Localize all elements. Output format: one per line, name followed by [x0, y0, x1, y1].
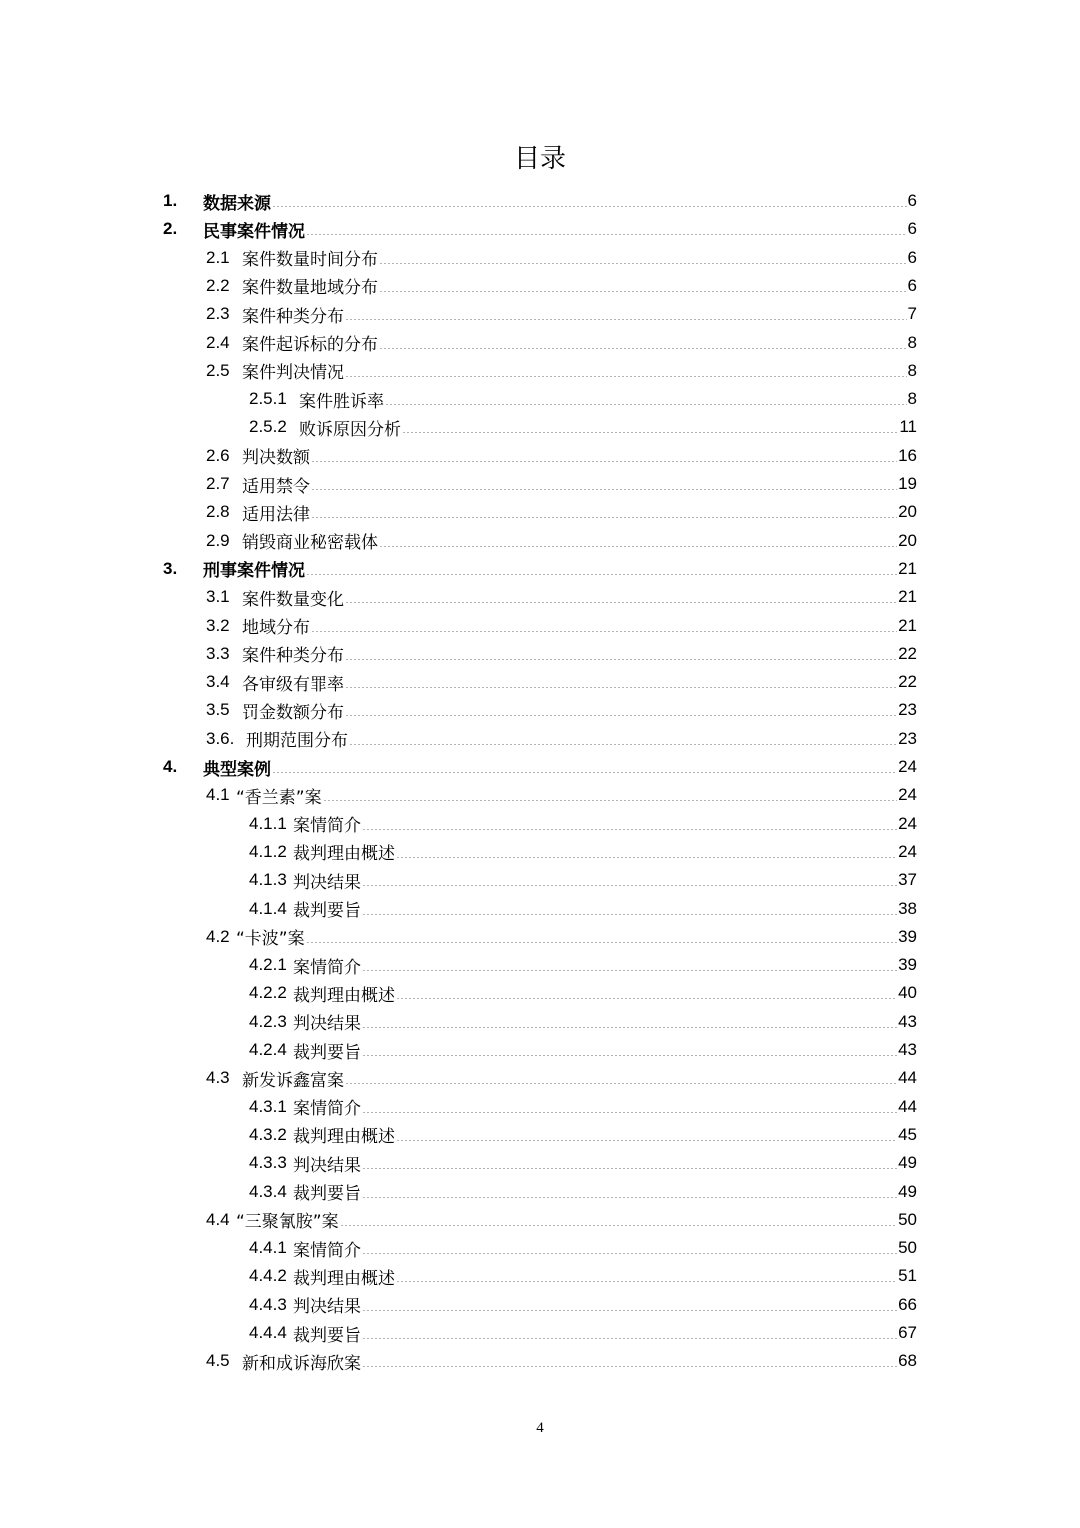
toc-entry[interactable]: [0, 923, 1080, 951]
toc-entry-page: 44: [898, 1068, 917, 1088]
toc-entry-page: 24: [898, 813, 917, 833]
toc-entry-page: 6: [907, 219, 917, 239]
page-title: 目录: [513, 144, 566, 174]
toc-entry[interactable]: [0, 470, 1080, 498]
toc-dot-leader: [323, 800, 897, 801]
toc-entry-page: 19: [898, 474, 917, 493]
toc-entry-title: 适用法律: [242, 504, 310, 525]
toc-entry-number: 2.2: [206, 275, 230, 295]
toc-entry-page: 49: [898, 1153, 917, 1173]
toc-entry-number: 4.3.1: [249, 1096, 287, 1116]
toc-entry-title: 裁判理由概述: [293, 985, 395, 1006]
toc-dot-leader: [379, 546, 897, 547]
toc-dot-leader: [362, 970, 897, 971]
toc-entry-title: 案件胜诉率: [299, 391, 384, 412]
toc-entry-page: 22: [898, 643, 917, 663]
toc-entry-page: 6: [907, 247, 917, 267]
toc-dot-leader: [345, 376, 907, 377]
toc-entry-page: 8: [907, 360, 917, 380]
toc-entry-number: 4.1.4: [249, 898, 287, 918]
toc-entry[interactable]: [0, 1093, 1080, 1121]
toc-entry-number: 4.3.3: [249, 1153, 287, 1173]
toc-entry-title: 判决结果: [293, 1155, 361, 1176]
toc-entry[interactable]: [0, 244, 1080, 272]
toc-entry-title: 裁判理由概述: [293, 1127, 395, 1148]
toc-entry-page: 23: [898, 700, 917, 720]
toc-entry[interactable]: [0, 442, 1080, 470]
toc-entry-title: 败诉原因分析: [299, 419, 401, 440]
toc-entry[interactable]: [0, 1319, 1080, 1347]
toc-entry-number: 3.2: [206, 615, 230, 635]
toc-dot-leader: [362, 1366, 897, 1367]
toc-entry-title: 案件数量地域分布: [242, 278, 378, 299]
toc-entry-page: 67: [898, 1323, 917, 1342]
toc-entry-title: 案件数量变化: [242, 589, 344, 610]
toc-entry-number: 3.4: [206, 672, 230, 692]
toc-entry-title: 罚金数额分布: [242, 702, 344, 723]
toc-entry-title: 裁判要旨: [293, 1184, 361, 1204]
toc-entry-page: 45: [898, 1124, 917, 1144]
toc-dot-leader: [362, 885, 897, 886]
toc-entry-page: 43: [898, 1040, 917, 1059]
toc-dot-leader: [396, 1140, 897, 1141]
toc-entry-title: 裁判理由概述: [293, 1268, 395, 1289]
toc-entry-number: 4.4.1: [249, 1238, 287, 1258]
toc-entry[interactable]: [0, 895, 1080, 923]
toc-entry-page: 11: [899, 417, 917, 437]
toc-entry-title: 民事案件情况: [203, 221, 305, 242]
toc-entry-number: 4.3: [206, 1068, 230, 1088]
toc-entry-number: 3.3: [206, 643, 230, 663]
toc-dot-leader: [311, 461, 897, 462]
toc-entry-title: 判决结果: [293, 1014, 361, 1035]
toc-entry-number: 3.6.: [206, 728, 235, 748]
toc-entry-number: 2.8: [206, 502, 230, 522]
toc-entry[interactable]: [0, 696, 1080, 724]
toc-entry[interactable]: [0, 810, 1080, 838]
toc-entry-number: 4.5: [206, 1351, 230, 1371]
toc-entry-title: 新发诉鑫富案: [242, 1070, 344, 1091]
toc-entry-page: 24: [898, 757, 917, 776]
toc-dot-leader: [396, 1281, 897, 1282]
toc-entry-page: 44: [898, 1096, 917, 1116]
toc-entry-number: 4.4: [206, 1209, 230, 1229]
toc-entry-number: 4.2: [206, 926, 230, 946]
toc-dot-leader: [362, 1168, 897, 1169]
toc-entry-page: 6: [907, 191, 917, 210]
toc-entry-number: 4.3.4: [249, 1181, 287, 1201]
toc-dot-leader: [362, 1112, 897, 1113]
toc-entry-title: 刑期范围分布: [246, 731, 348, 752]
toc-entry-number: 4.1.3: [249, 870, 287, 890]
toc-entry[interactable]: [0, 1036, 1080, 1064]
toc-dot-leader: [272, 772, 897, 773]
toc-entry[interactable]: [0, 725, 1080, 753]
toc-entry-number: 4.1.2: [249, 841, 287, 861]
toc-dot-leader: [396, 857, 897, 858]
toc-dot-leader: [311, 631, 897, 632]
toc-entry-title: 新和成诉海欣案: [242, 1353, 361, 1374]
toc-entry-page: 39: [898, 955, 917, 975]
toc-entry-title: 裁判要旨: [293, 1325, 361, 1346]
toc-dot-leader: [306, 234, 907, 235]
page-number: 4: [536, 1420, 544, 1436]
toc-entry-title: “香兰素”案: [236, 787, 322, 808]
toc-entry[interactable]: [0, 357, 1080, 385]
toc-entry-number: 4.1: [206, 785, 230, 805]
toc-entry-page: 21: [898, 587, 917, 607]
toc-entry-page: 21: [898, 615, 917, 635]
toc-entry-title: 案情简介: [293, 957, 361, 978]
toc-entry-number: 4.2.2: [249, 983, 287, 1003]
toc-entry-page: 8: [907, 389, 917, 409]
toc-entry[interactable]: [0, 1008, 1080, 1036]
toc-entry-number: 4.3.2: [249, 1124, 287, 1144]
toc-entry-title: “卡波”案: [236, 929, 305, 950]
toc-entry[interactable]: [0, 583, 1080, 611]
toc-entry[interactable]: [0, 1262, 1080, 1290]
toc-entry-number: 4.2.1: [249, 955, 287, 975]
toc-entry[interactable]: [0, 781, 1080, 809]
toc-dot-leader: [345, 659, 897, 660]
toc-entry-number: 3.1: [206, 587, 230, 607]
toc-dot-leader: [345, 319, 907, 320]
toc-entry-page: 21: [898, 558, 917, 578]
toc-entry-page: 51: [898, 1266, 917, 1286]
toc-dot-leader: [362, 829, 897, 830]
toc-entry-page: 7: [907, 304, 917, 324]
toc-entry[interactable]: [0, 1178, 1080, 1206]
toc-entry-title: 案件种类分布: [242, 646, 344, 667]
toc-entry-title: 案件判决情况: [242, 363, 344, 384]
toc-entry-title: 判决数额: [242, 448, 310, 469]
toc-entry[interactable]: [0, 1234, 1080, 1262]
toc-entry[interactable]: [0, 1347, 1080, 1375]
toc-entry[interactable]: [0, 1121, 1080, 1149]
toc-entry-page: 24: [898, 841, 917, 861]
toc-entry-number: 2.9: [206, 530, 230, 550]
toc-entry-title: 销毁商业秘密载体: [242, 533, 378, 554]
toc-dot-leader: [362, 1027, 897, 1028]
toc-entry[interactable]: [0, 866, 1080, 894]
toc-entry-title: 案情简介: [293, 1099, 361, 1120]
toc-entry-number: 4.: [163, 757, 178, 776]
toc-entry-title: 案件起诉标的分布: [242, 335, 378, 355]
toc-entry-number: 3.5: [206, 700, 230, 720]
toc-entry-title: 各审级有罪率: [242, 674, 344, 695]
toc-dot-leader: [362, 914, 897, 915]
toc-entry-title: 刑事案件情况: [203, 561, 305, 582]
toc-entry[interactable]: [0, 215, 1080, 243]
toc-dot-leader: [362, 1338, 897, 1339]
toc-entry[interactable]: [0, 555, 1080, 583]
toc-entry-number: 2.6: [206, 445, 230, 465]
toc-entry-title: 裁判要旨: [293, 901, 361, 921]
toc-dot-leader: [311, 517, 897, 518]
toc-entry-page: 20: [898, 502, 917, 522]
toc-dot-leader: [306, 942, 897, 943]
toc-entry-title: 裁判理由概述: [293, 844, 395, 865]
toc-entry-page: 50: [898, 1238, 917, 1258]
toc-entry[interactable]: [0, 1064, 1080, 1092]
toc-entry[interactable]: [0, 838, 1080, 866]
toc-entry-number: 2.4: [206, 332, 230, 352]
toc-entry-page: 6: [907, 275, 917, 295]
toc-entry-title: 典型案例: [203, 759, 271, 780]
toc-dot-leader: [362, 1310, 897, 1311]
toc-entry-title: 数据来源: [203, 193, 271, 214]
toc-entry[interactable]: [0, 1291, 1080, 1319]
toc-entry-page: 23: [898, 728, 917, 748]
toc-entry-page: 37: [898, 870, 917, 890]
toc-entry-page: 24: [898, 785, 917, 805]
toc-entry-page: 38: [898, 898, 917, 918]
toc-entry[interactable]: [0, 668, 1080, 696]
toc-entry[interactable]: [0, 640, 1080, 668]
toc-entry-page: 22: [898, 672, 917, 692]
toc-dot-leader: [402, 432, 898, 433]
toc-entry-number: 2.7: [206, 474, 230, 493]
toc-entry-title: 案情简介: [293, 816, 361, 837]
toc-dot-leader: [345, 602, 897, 603]
toc-entry-page: 68: [898, 1351, 917, 1371]
toc-entry-page: 49: [898, 1181, 917, 1201]
toc-entry[interactable]: [0, 951, 1080, 979]
toc-entry-title: 案件种类分布: [242, 306, 344, 327]
toc-entry-title: “三聚氰胺”案: [236, 1212, 339, 1233]
toc-dot-leader: [306, 574, 897, 575]
toc-entry[interactable]: [0, 385, 1080, 413]
toc-entry-page: 8: [907, 332, 917, 352]
toc-entry-page: 20: [898, 530, 917, 550]
toc-entry-title: 判决结果: [293, 1297, 361, 1318]
toc-entry[interactable]: [0, 413, 1080, 441]
toc-dot-leader: [345, 687, 897, 688]
toc-entry-number: 3.: [163, 558, 178, 578]
toc-dot-leader: [311, 489, 897, 490]
toc-entry-number: 4.4.4: [249, 1323, 287, 1342]
toc-entry-number: 4.1.1: [249, 813, 287, 833]
toc-entry-page: 50: [898, 1209, 917, 1229]
toc-entry-number: 2.3: [206, 304, 230, 324]
toc-entry-number: 2.1: [206, 247, 230, 267]
toc-entry-number: 2.5.2: [249, 417, 287, 437]
toc-entry[interactable]: [0, 1206, 1080, 1234]
toc-entry-title: 案情简介: [293, 1240, 361, 1261]
toc-dot-leader: [396, 998, 897, 999]
toc-entry-number: 4.4.2: [249, 1266, 287, 1286]
toc-entry-title: 地域分布: [242, 618, 310, 638]
toc-dot-leader: [379, 291, 907, 292]
toc-entry[interactable]: [0, 753, 1080, 781]
toc-entry-page: 43: [898, 1011, 917, 1031]
toc-dot-leader: [362, 1197, 897, 1198]
toc-entry-number: 2.: [163, 219, 178, 239]
toc-entry-title: 裁判要旨: [293, 1042, 361, 1063]
toc-dot-leader: [345, 715, 897, 716]
toc-dot-leader: [272, 206, 907, 207]
toc-dot-leader: [379, 348, 907, 349]
toc-entry-number: 2.5.1: [249, 389, 287, 409]
toc-entry[interactable]: [0, 612, 1080, 640]
toc-dot-leader: [379, 263, 907, 264]
toc-dot-leader: [385, 404, 907, 405]
toc-entry-number: 4.4.3: [249, 1294, 287, 1314]
toc-entry[interactable]: [0, 300, 1080, 328]
toc-entry[interactable]: [0, 1149, 1080, 1177]
toc-entry-number: 4.2.4: [249, 1040, 287, 1059]
toc-entry-number: 1.: [163, 191, 178, 210]
toc-entry-page: 66: [898, 1294, 917, 1314]
toc-entry-page: 16: [898, 445, 917, 465]
toc-entry[interactable]: [0, 498, 1080, 526]
toc-dot-leader: [349, 744, 897, 745]
toc-entry[interactable]: [0, 527, 1080, 555]
toc-dot-leader: [362, 1253, 897, 1254]
toc-entry-number: 2.5: [206, 360, 230, 380]
toc-entry-number: 4.2.3: [249, 1011, 287, 1031]
toc-dot-leader: [340, 1225, 897, 1226]
toc-entry[interactable]: [0, 187, 1080, 215]
toc-entry[interactable]: [0, 979, 1080, 1007]
toc-entry-title: 适用禁令: [242, 476, 310, 497]
toc-entry[interactable]: [0, 329, 1080, 357]
toc-dot-leader: [362, 1055, 897, 1056]
toc-entry-title: 案件数量时间分布: [242, 250, 378, 271]
toc-dot-leader: [345, 1083, 897, 1084]
toc-entry[interactable]: [0, 272, 1080, 300]
toc-entry-page: 39: [898, 926, 917, 946]
toc-entry-page: 40: [898, 983, 917, 1003]
toc-entry-title: 判决结果: [293, 872, 361, 893]
